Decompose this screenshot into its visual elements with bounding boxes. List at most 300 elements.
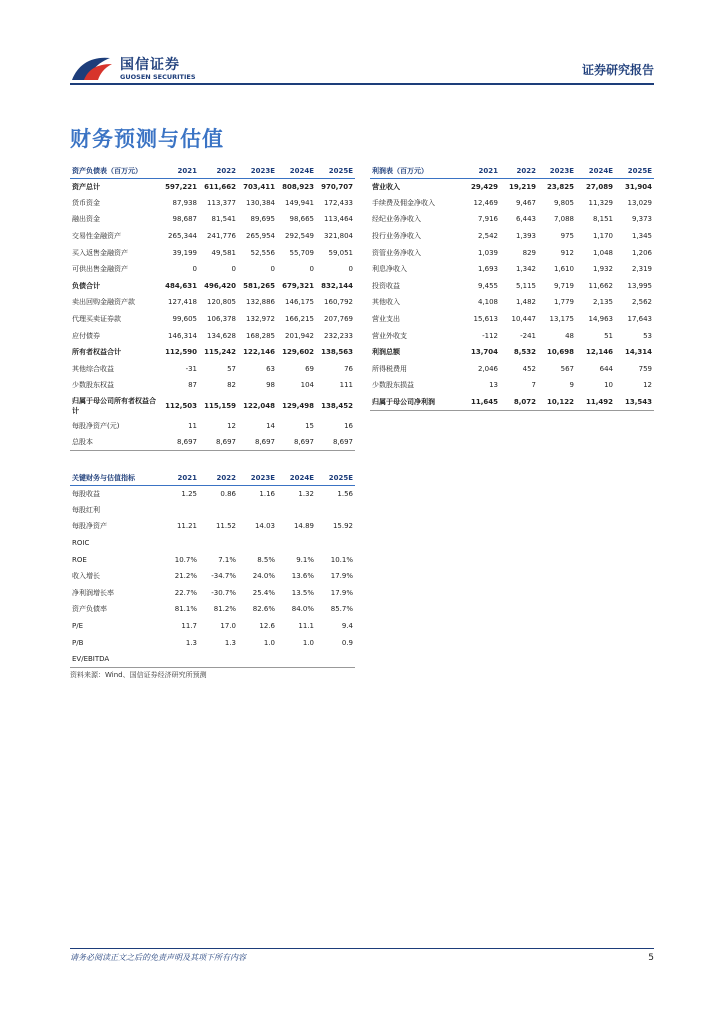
cell-value: 87,938 <box>172 198 197 207</box>
cell-value: 232,233 <box>324 331 353 340</box>
cell-value: 111 <box>339 381 353 390</box>
year-header: 2025E <box>316 164 355 178</box>
cell-value: 10 <box>604 381 613 390</box>
cell-value <box>199 502 238 519</box>
cell-value: 8,072 <box>500 394 538 411</box>
row-label: 收入增长 <box>72 572 100 581</box>
cell-value: 82.6% <box>252 605 275 614</box>
year-header: 2024E <box>277 164 316 178</box>
table-row <box>70 211 355 228</box>
row-label: 营业支出 <box>372 315 400 324</box>
cell-value: 10,122 <box>538 394 576 411</box>
cell-value: 172,433 <box>324 198 353 207</box>
table-row <box>70 601 355 618</box>
table-row <box>70 434 355 451</box>
cell-value: 1.3 <box>185 638 197 647</box>
cell-value: 14,314 <box>624 348 652 357</box>
cell-value: 27,089 <box>585 182 613 191</box>
table-row <box>70 618 355 635</box>
cell-value: 912 <box>560 248 574 257</box>
cell-value: 9,455 <box>477 281 498 290</box>
row-label: 资产负债率 <box>72 605 107 614</box>
cell-value: 1,206 <box>631 248 652 257</box>
cell-value: 703,411 <box>243 182 275 191</box>
cell-value: 13,543 <box>615 394 654 411</box>
row-label: 融出资金 <box>72 215 100 224</box>
cell-value: 9.4 <box>341 622 353 631</box>
cell-value: 14,963 <box>588 315 613 324</box>
cell-value: 115,242 <box>204 348 236 357</box>
cell-value: 207,769 <box>324 315 353 324</box>
table-row <box>70 568 355 585</box>
row-label: 卖出回购金融资产款 <box>72 298 135 307</box>
cell-value <box>238 502 277 519</box>
table-row <box>370 361 654 378</box>
table-row <box>370 244 654 261</box>
row-label: 资产总计 <box>72 182 100 191</box>
cell-value <box>160 535 199 552</box>
cell-value: -30.7% <box>211 588 236 597</box>
cell-value: 759 <box>638 364 652 373</box>
cell-value: 2,135 <box>592 298 613 307</box>
key-metrics-table <box>70 471 355 668</box>
table-row <box>70 502 355 519</box>
table-row <box>70 394 355 418</box>
row-label: 营业外收支 <box>372 331 407 340</box>
logo-mark-icon <box>70 54 114 82</box>
cell-value: 2,319 <box>631 265 652 274</box>
cell-value: 138,563 <box>321 348 353 357</box>
year-header: 2024E <box>277 471 316 485</box>
row-label: 资管业务净收入 <box>372 248 421 257</box>
cell-value: 1.25 <box>181 489 197 498</box>
cell-value: 134,628 <box>207 331 236 340</box>
row-label: 利润总额 <box>372 348 400 357</box>
cell-value: 17.9% <box>330 588 353 597</box>
cell-value <box>277 502 316 519</box>
cell-value: 39,199 <box>172 248 197 257</box>
row-label: 净利润增长率 <box>72 588 114 597</box>
year-header: 2022 <box>500 164 538 178</box>
row-label: EV/EBITDA <box>70 651 160 668</box>
cell-value: 84.0% <box>291 605 314 614</box>
cell-value: 1,048 <box>592 248 613 257</box>
cell-value <box>238 651 277 668</box>
cell-value: 14.03 <box>254 522 275 531</box>
cell-value: 8,532 <box>513 348 536 357</box>
row-label: 少数股东权益 <box>72 381 114 390</box>
cell-value: 17.0 <box>220 622 236 631</box>
header-divider <box>70 83 654 85</box>
cell-value: 22.7% <box>174 588 197 597</box>
table-row <box>370 261 654 278</box>
cell-value: 8,697 <box>238 434 277 451</box>
table-row <box>70 327 355 344</box>
cell-value: 146,314 <box>168 331 197 340</box>
cell-value: 146,175 <box>285 298 314 307</box>
cell-value: 7,088 <box>553 215 574 224</box>
cell-value: 496,420 <box>204 281 236 290</box>
cell-value: 69 <box>305 364 314 373</box>
cell-value: 13,995 <box>627 281 652 290</box>
cell-value: -112 <box>482 331 498 340</box>
row-label: 交易性金融资产 <box>72 232 121 241</box>
cell-value: 23,825 <box>546 182 574 191</box>
cell-value: 7.1% <box>218 555 236 564</box>
year-header: 2023E <box>538 164 576 178</box>
cell-value: 29,429 <box>470 182 498 191</box>
cell-value: 132,886 <box>246 298 275 307</box>
table-row <box>70 651 355 668</box>
cell-value: 17.9% <box>330 572 353 581</box>
cell-value: 53 <box>643 331 652 340</box>
row-label: 利息净收入 <box>372 265 407 274</box>
year-header: 2024E <box>576 164 615 178</box>
row-label: 其他综合收益 <box>72 364 114 373</box>
cell-value: 48 <box>565 331 574 340</box>
cell-value: 0.86 <box>220 489 236 498</box>
cell-value: 8,697 <box>277 434 316 451</box>
row-label: 营业收入 <box>372 182 400 191</box>
table-row <box>70 585 355 602</box>
logo-text-en: GUOSEN SECURITIES <box>120 73 196 81</box>
cell-value: 10,698 <box>546 348 574 357</box>
year-header: 2022 <box>199 471 238 485</box>
row-label: 手续费及佣金净收入 <box>372 198 435 207</box>
cell-value: 11,492 <box>576 394 615 411</box>
year-header: 2021 <box>160 164 199 178</box>
cell-value: 12 <box>227 422 236 431</box>
cell-value: 7 <box>531 381 536 390</box>
table-header-row <box>370 164 654 178</box>
table-row <box>370 294 654 311</box>
cell-value: 597,221 <box>165 182 197 191</box>
row-label: 负债合计 <box>72 281 100 290</box>
cell-value: 1.56 <box>337 489 353 498</box>
cell-value: 98,665 <box>289 215 314 224</box>
cell-value: 12,146 <box>585 348 613 357</box>
cell-value: 13,029 <box>627 198 652 207</box>
row-label: 其他收入 <box>372 298 400 307</box>
row-label: 经纪业务净收入 <box>372 215 421 224</box>
cell-value: 59,051 <box>328 248 353 257</box>
cell-value: 89,695 <box>250 215 275 224</box>
cell-value <box>277 651 316 668</box>
cell-value: 15,613 <box>473 315 498 324</box>
table-row <box>370 211 654 228</box>
table-title: 资产负债表（百万元） <box>70 164 160 178</box>
year-header: 2022 <box>199 164 238 178</box>
table-row <box>70 261 355 278</box>
table-row <box>70 551 355 568</box>
cell-value: 321,804 <box>324 232 353 241</box>
cell-value: 292,549 <box>285 232 314 241</box>
cell-value: 1.0 <box>263 638 275 647</box>
row-label: 买入返售金融资产 <box>72 248 128 257</box>
cell-value: 10.1% <box>330 555 353 564</box>
cell-value: 970,707 <box>321 182 353 191</box>
cell-value: 644 <box>599 364 613 373</box>
cell-value: 1,342 <box>515 265 536 274</box>
row-label: 应付债券 <box>72 331 100 340</box>
cell-value: 81,541 <box>211 215 236 224</box>
row-label: ROE <box>72 555 87 564</box>
cell-value: 19,219 <box>508 182 536 191</box>
cell-value: 98,687 <box>172 215 197 224</box>
cell-value: 611,662 <box>204 182 236 191</box>
table-header-row <box>70 471 355 485</box>
table-row <box>70 311 355 328</box>
table-row <box>70 418 355 435</box>
cell-value: 166,215 <box>285 315 314 324</box>
cell-value: 0.9 <box>341 638 353 647</box>
cell-value: 7,916 <box>477 215 498 224</box>
table-row <box>70 377 355 394</box>
cell-value: 14 <box>266 422 275 431</box>
cell-value <box>316 502 355 519</box>
cell-value: 0 <box>270 265 275 274</box>
cell-value: 8.5% <box>257 555 275 564</box>
cell-value: 122,146 <box>243 348 275 357</box>
cell-value: 0 <box>231 265 236 274</box>
cell-value: 11,645 <box>462 394 500 411</box>
cell-value: 17,643 <box>627 315 652 324</box>
cell-value: 8,151 <box>592 215 613 224</box>
table-row <box>370 327 654 344</box>
cell-value: 2,046 <box>477 364 498 373</box>
cell-value <box>160 651 199 668</box>
cell-value: -31 <box>185 364 197 373</box>
table-row <box>370 344 654 361</box>
row-label: 可供出售金融资产 <box>72 265 128 274</box>
table-row <box>370 394 654 411</box>
footer-disclaimer: 请务必阅读正文之后的免责声明及其项下所有内容 <box>70 953 246 962</box>
table-row <box>70 634 355 651</box>
cell-value: 1,779 <box>553 298 574 307</box>
cell-value: 115,159 <box>204 401 236 410</box>
cell-value: 6,443 <box>515 215 536 224</box>
cell-value: 2,562 <box>631 298 652 307</box>
cell-value: 13 <box>489 381 498 390</box>
row-label: 投行业务净收入 <box>372 232 421 241</box>
table-row <box>70 344 355 361</box>
cell-value: 112,590 <box>165 348 197 357</box>
table-row <box>70 178 355 195</box>
cell-value: 567 <box>560 364 574 373</box>
cell-value: 1,482 <box>515 298 536 307</box>
cell-value: 829 <box>522 248 536 257</box>
year-header: 2025E <box>316 471 355 485</box>
cell-value <box>199 535 238 552</box>
table-row <box>70 361 355 378</box>
cell-value: 11,329 <box>588 198 613 207</box>
cell-value: 1,393 <box>515 232 536 241</box>
cell-value: 81.1% <box>174 605 197 614</box>
table-row <box>70 535 355 552</box>
cell-value: 1,170 <box>592 232 613 241</box>
page-header <box>0 0 724 90</box>
cell-value: 98 <box>266 381 275 390</box>
cell-value: 9,805 <box>553 198 574 207</box>
cell-value: 4,108 <box>477 298 498 307</box>
cell-value: 0 <box>348 265 353 274</box>
footer-divider <box>70 948 654 949</box>
cell-value: 8,697 <box>199 434 238 451</box>
cell-value: 13.6% <box>291 572 314 581</box>
cell-value: 8,697 <box>160 434 199 451</box>
cell-value: 1.16 <box>259 489 275 498</box>
table-row <box>70 518 355 535</box>
cell-value: 0 <box>192 265 197 274</box>
cell-value <box>277 535 316 552</box>
cell-value: 21.2% <box>174 572 197 581</box>
cell-value: 1,693 <box>477 265 498 274</box>
cell-value: 85.7% <box>330 605 353 614</box>
cell-value: 12.6 <box>259 622 275 631</box>
table-row <box>370 228 654 245</box>
cell-value: 99,605 <box>172 315 197 324</box>
table-row <box>370 278 654 295</box>
year-header: 2021 <box>462 164 500 178</box>
cell-value: 63 <box>266 364 275 373</box>
table-row <box>70 278 355 295</box>
cell-value: 11,662 <box>588 281 613 290</box>
cell-value: 11.21 <box>176 522 197 531</box>
cell-value: 9,373 <box>631 215 652 224</box>
cell-value: 13,704 <box>470 348 498 357</box>
cell-value: 1.0 <box>302 638 314 647</box>
cell-value: 113,377 <box>207 198 236 207</box>
row-label: 货币资金 <box>72 198 100 207</box>
year-header: 2021 <box>160 471 199 485</box>
row-label: 每股净资产 <box>72 522 107 531</box>
cell-value: 106,378 <box>207 315 236 324</box>
cell-value: 16 <box>344 422 353 431</box>
cell-value: 0 <box>309 265 314 274</box>
cell-value: 8,697 <box>316 434 355 451</box>
company-logo <box>70 54 230 82</box>
cell-value: 52,556 <box>250 248 275 257</box>
row-label: 归属于母公司所有者权益合计 <box>72 396 156 415</box>
cell-value: 11.7 <box>181 622 197 631</box>
cell-value: 484,631 <box>165 281 197 290</box>
cell-value: 11.52 <box>215 522 236 531</box>
cell-value: 9 <box>569 381 574 390</box>
cell-value: 13,175 <box>549 315 574 324</box>
cell-value: 57 <box>227 364 236 373</box>
cell-value: 1.32 <box>298 489 314 498</box>
cell-value: 87 <box>188 381 197 390</box>
cell-value: 241,776 <box>207 232 236 241</box>
cell-value: 55,709 <box>289 248 314 257</box>
cell-value: -34.7% <box>211 572 236 581</box>
cell-value: 82 <box>227 381 236 390</box>
cell-value: 12 <box>643 381 652 390</box>
year-header: 2023E <box>238 471 277 485</box>
row-label: 每股净资产(元) <box>72 422 120 431</box>
cell-value: 129,498 <box>282 401 314 410</box>
cell-value: 808,923 <box>282 182 314 191</box>
cell-value: 113,464 <box>324 215 353 224</box>
cell-value: 11.1 <box>298 622 314 631</box>
cell-value: 1,610 <box>553 265 574 274</box>
cell-value: 129,602 <box>282 348 314 357</box>
cell-value: 265,954 <box>246 232 275 241</box>
row-label: ROIC <box>72 539 90 548</box>
cell-value: 51 <box>604 331 613 340</box>
cell-value: 149,941 <box>285 198 314 207</box>
cell-value <box>316 535 355 552</box>
cell-value: 122,048 <box>243 401 275 410</box>
cell-value: 14.89 <box>293 522 314 531</box>
cell-value: 9,719 <box>553 281 574 290</box>
cell-value <box>316 651 355 668</box>
cell-value: 120,805 <box>207 298 236 307</box>
cell-value: 2,542 <box>477 232 498 241</box>
cell-value: 975 <box>560 232 574 241</box>
cell-value <box>160 502 199 519</box>
cell-value: 25.4% <box>252 588 275 597</box>
cell-value: 49,581 <box>211 248 236 257</box>
cell-value: 15.92 <box>332 522 353 531</box>
cell-value: 112,503 <box>165 401 197 410</box>
cell-value: 581,265 <box>243 281 275 290</box>
cell-value: 9.1% <box>296 555 314 564</box>
page-number: 5 <box>648 953 654 963</box>
cell-value: 13.5% <box>291 588 314 597</box>
cell-value: 15 <box>305 422 314 431</box>
cell-value: 168,285 <box>246 331 275 340</box>
row-label: 所有者权益合计 <box>72 348 121 357</box>
table-title: 关键财务与估值指标 <box>70 471 160 485</box>
cell-value: 104 <box>300 381 314 390</box>
cell-value: 81.2% <box>213 605 236 614</box>
report-type: 证券研究报告 <box>581 63 654 77</box>
cell-value: 11 <box>188 422 197 431</box>
row-label: 投资收益 <box>372 281 400 290</box>
table-row <box>70 195 355 212</box>
cell-value: 5,115 <box>515 281 536 290</box>
cell-value: 1,345 <box>631 232 652 241</box>
cell-value: 1,039 <box>477 248 498 257</box>
cell-value: 31,904 <box>624 182 652 191</box>
income-statement-table <box>370 164 654 411</box>
cell-value: 9,467 <box>515 198 536 207</box>
cell-value: 452 <box>522 364 536 373</box>
year-header: 2025E <box>615 164 654 178</box>
cell-value: 201,942 <box>285 331 314 340</box>
row-label: 总股本 <box>70 434 160 451</box>
row-label: 代理买卖证券款 <box>72 315 121 324</box>
cell-value: 12,469 <box>473 198 498 207</box>
table-row <box>70 485 355 502</box>
cell-value: 130,384 <box>246 198 275 207</box>
cell-value: 127,418 <box>168 298 197 307</box>
cell-value: 138,452 <box>321 401 353 410</box>
table-title: 利润表（百万元） <box>370 164 462 178</box>
cell-value: 160,792 <box>324 298 353 307</box>
logo-text-cn: 国信证券 <box>120 57 180 73</box>
cell-value: 10,447 <box>511 315 536 324</box>
cell-value: 832,144 <box>321 281 353 290</box>
cell-value: 132,972 <box>246 315 275 324</box>
row-label: 每股收益 <box>72 489 100 498</box>
cell-value: 24.0% <box>252 572 275 581</box>
table-row <box>70 294 355 311</box>
table-row <box>370 178 654 195</box>
row-label: 所得税费用 <box>372 364 407 373</box>
cell-value <box>238 535 277 552</box>
